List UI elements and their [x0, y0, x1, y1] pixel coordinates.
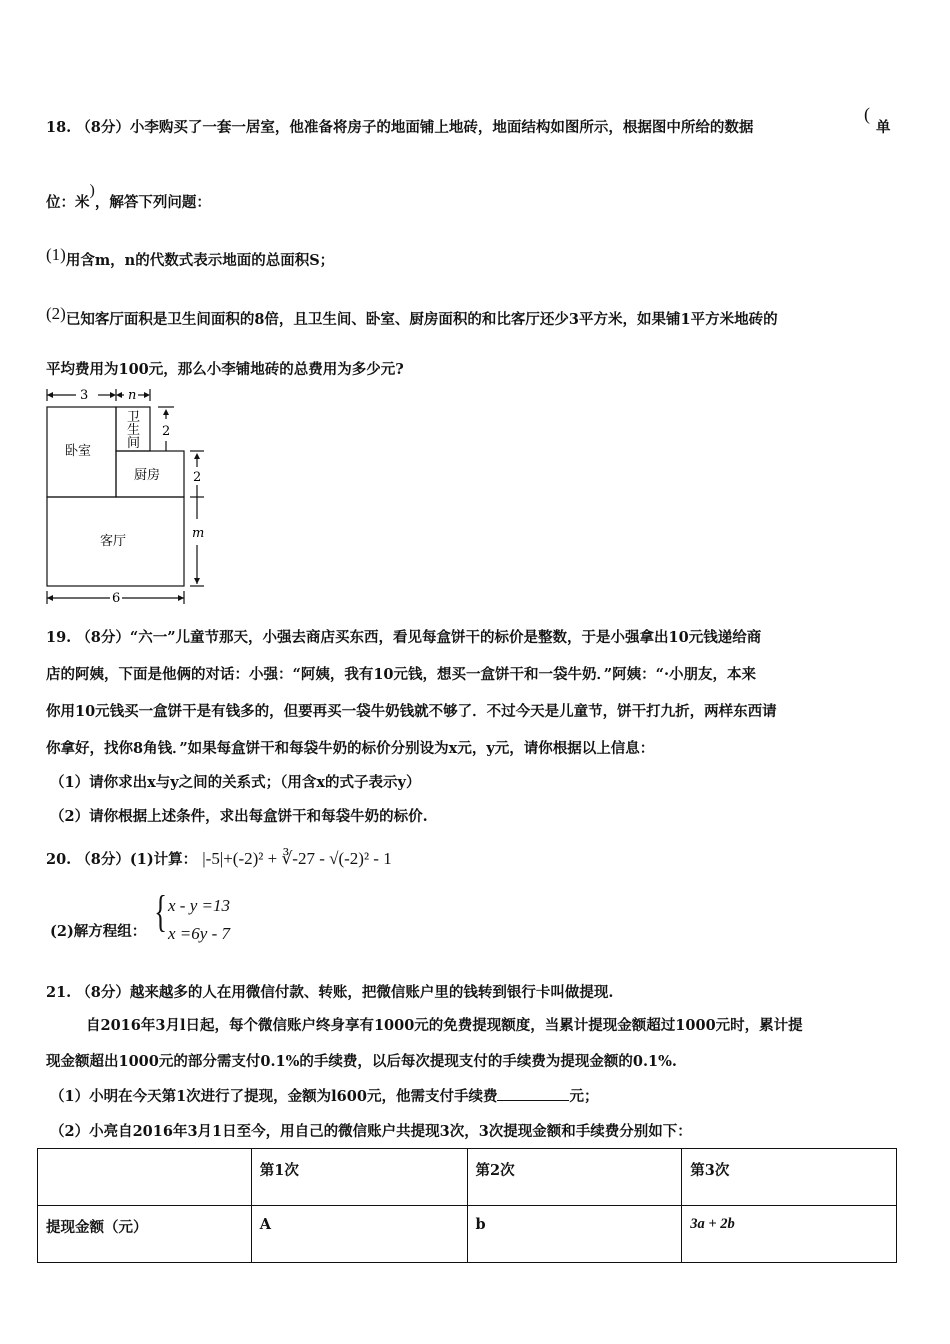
- dim-6: 6: [112, 591, 121, 605]
- q18-text: 18. （8分）小李购买了一套一居室，他准备将房子的地面铺上地砖，地面结构如图所示，根据图中所给的数据: [46, 119, 754, 136]
- q18-line1-tail: 单: [876, 119, 891, 136]
- row-label: 提现金额（元）: [38, 1206, 252, 1263]
- q21-sub1-unit: 元；: [569, 1088, 599, 1105]
- withdrawal-table: [37, 1148, 897, 1263]
- q20-label: 20. （8分）(1)计算：: [46, 851, 198, 868]
- q18-part2: [46, 304, 778, 329]
- q18-line2: [46, 182, 211, 212]
- table-cell: b: [467, 1206, 682, 1263]
- equation-2: x =6y - 7: [168, 924, 230, 943]
- q18-instruction: ，解答下列问题：: [94, 194, 211, 211]
- q19-line4: 你拿好，找你8角钱．”如果每盒饼干和每袋牛奶的标价分别设为x元，y元，请你根据以上信息：: [46, 740, 655, 757]
- dim-m: m: [192, 526, 205, 541]
- q19-line2: 店的阿姨，下面是他俩的对话：小强：“阿姨，我有10元钱，想买一盒饼干和一袋牛奶．”阿姨：“·小朋友，本来: [46, 666, 756, 683]
- table-row: [38, 1206, 897, 1263]
- header-cell: [38, 1149, 252, 1206]
- q19-sub2: （2）请你根据上述条件，求出每盒饼干和每袋牛奶的标价.: [50, 808, 428, 825]
- q18-unit: 位：米: [46, 194, 90, 211]
- system-brace: {: [154, 887, 167, 936]
- dim-bath-2: 2: [162, 424, 171, 439]
- header-cell: 第1次: [251, 1149, 467, 1206]
- answer-blank: [497, 1088, 569, 1101]
- label-bath-3: 间: [127, 436, 141, 451]
- equation-1: x - y =13: [168, 896, 230, 915]
- dim-n: n: [128, 388, 137, 403]
- table-cell: 3a + 2b: [682, 1206, 897, 1263]
- q20-expression: |-5|+(-2)² + ∛-27 - √(-2)² - 1: [202, 849, 392, 868]
- part2-text-1: 已知客厅面积是卫生间面积的8倍，且卫生间、卧室、厨房面积的和比客厅还少3平方米，如果铺1平方米地砖的: [65, 311, 778, 328]
- close-paren: ): [89, 182, 95, 199]
- q21-line1: 21. （8分）越来越多的人在用微信付款、转账，把微信账户里的钱转到银行卡叫做提现.: [46, 984, 614, 1001]
- q19-line3: 你用10元钱买一盒饼干是有钱多的，但要再买一袋牛奶钱就不够了．不过今天是儿童节，饼干打九折，两样东西请: [46, 703, 777, 720]
- q18-part2-line2: 平均费用为100元，那么小李铺地砖的总费用为多少元?: [46, 361, 404, 378]
- q20-line1: [46, 848, 392, 869]
- label-bath-1: 卫: [127, 410, 141, 425]
- header-cell: 第2次: [467, 1149, 682, 1206]
- header-cell: 第3次: [682, 1149, 897, 1206]
- dim-kitchen-2: 2: [193, 470, 202, 485]
- table-header-row: [38, 1149, 897, 1206]
- part2-number: (2): [46, 304, 66, 323]
- label-bedroom: 卧室: [65, 444, 92, 459]
- q18-part1: [46, 245, 335, 270]
- label-kitchen: 厨房: [134, 468, 161, 483]
- label-bath-2: 生: [127, 423, 141, 438]
- q21-sub2: （2）小亮自2016年3月1日至今，用自己的微信账户共提现3次，3次提现金额和手续费分别如下：: [50, 1123, 692, 1140]
- q18-line1: [46, 116, 753, 137]
- q19-sub1: （1）请你求出x与y之间的关系式；（用含x的式子表示y）: [50, 774, 421, 791]
- label-living-room: 客厅: [100, 534, 127, 549]
- part1-number: (1): [46, 245, 66, 264]
- open-paren: (: [864, 104, 870, 124]
- q21-line2: 自2016年3月l日起，每个微信账户终身享有1000元的免费提现额度，当累计提现金额超过1000元时，累计提: [86, 1017, 803, 1034]
- q21-sub1-text: （1）小明在今天第1次进行了提现，金额为l600元，他需支付手续费: [50, 1088, 498, 1105]
- floor-plan-diagram: [40, 385, 220, 605]
- table-cell: A: [251, 1206, 467, 1263]
- q21-sub1: [50, 1085, 598, 1106]
- q20-label2: (2)解方程组：: [50, 923, 147, 940]
- dim-3: 3: [80, 388, 89, 403]
- q19-line1: 19. （8分）“六一”儿童节那天，小强去商店买东西，看见每盒饼干的标价是整数，于是小强拿出10元钱递给商: [46, 629, 762, 646]
- q21-line3: 现金额超出1000元的部分需支付0.1%的手续费，以后每次提现支付的手续费为提现金额的0.1%.: [46, 1053, 677, 1070]
- part1-text: 用含m，n的代数式表示地面的总面积S；: [65, 252, 335, 269]
